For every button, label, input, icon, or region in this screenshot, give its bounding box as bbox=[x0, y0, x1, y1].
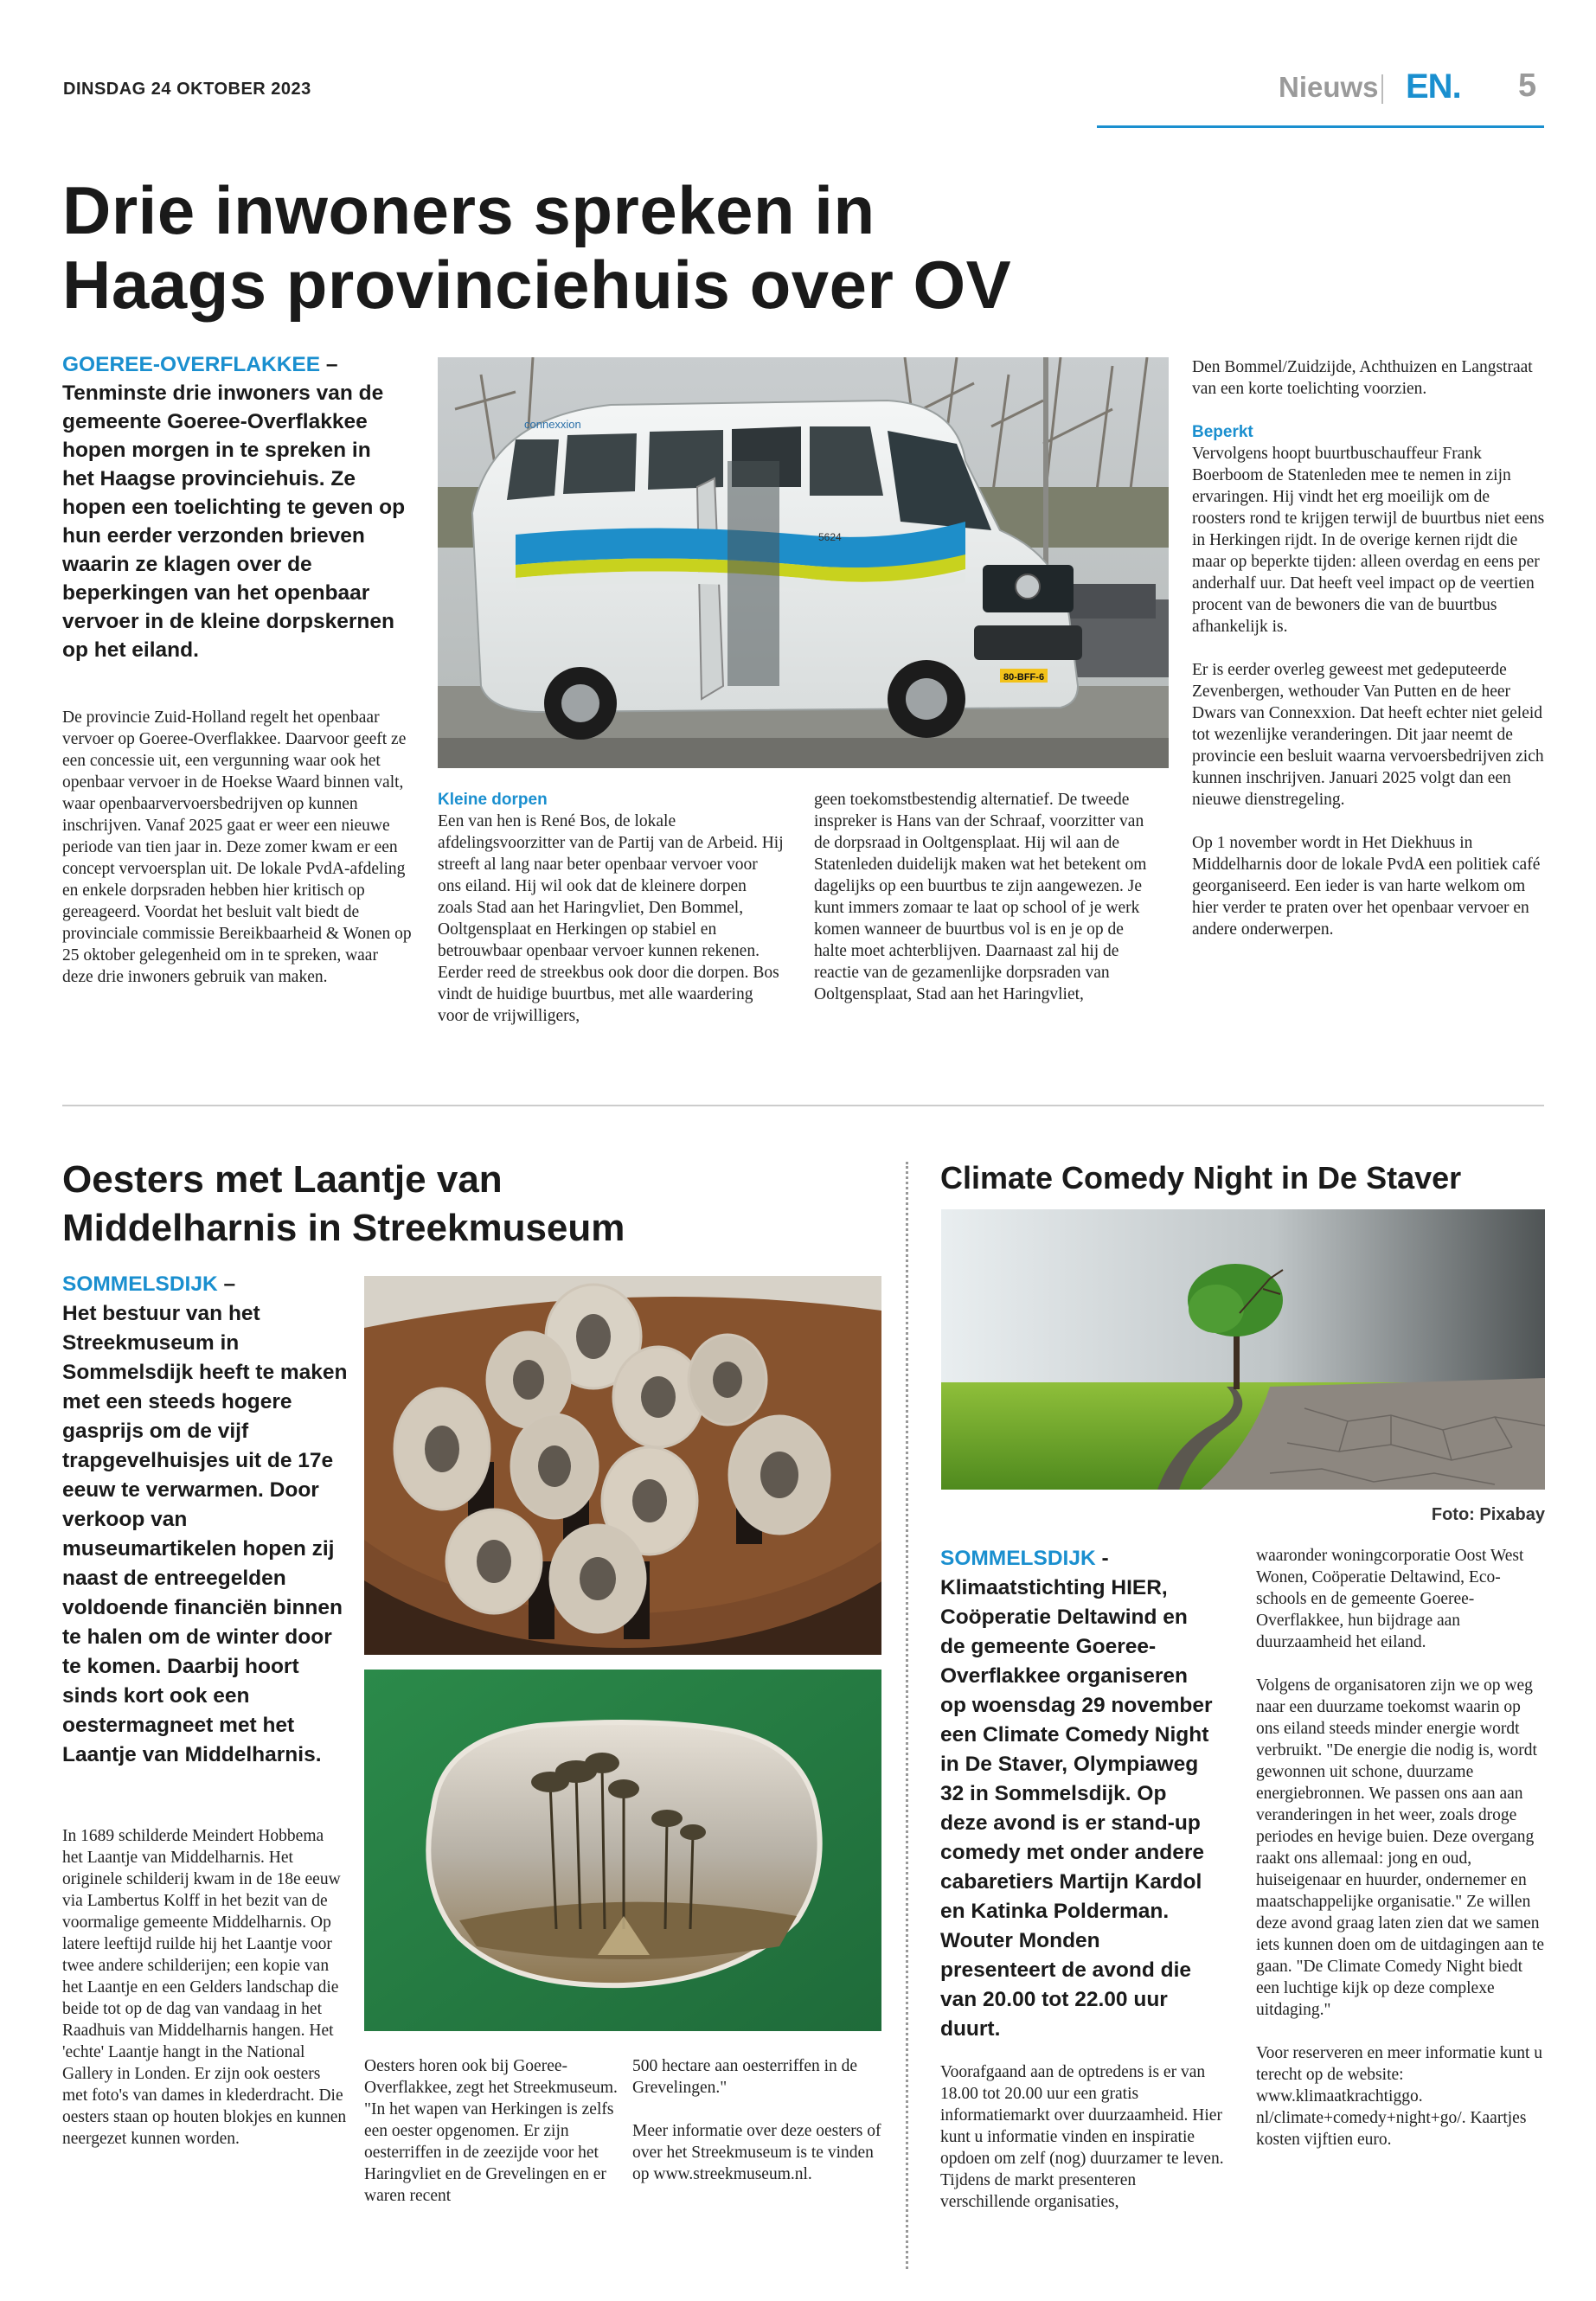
climate-photo bbox=[941, 1209, 1545, 1490]
bus-brand-text: connexxion bbox=[524, 418, 581, 431]
article3-lead: SOMMELSDIJK - Klimaatstichting HIER, Coöperatie Deltawind en de gemeente Goeree-Overflakkee organiseren op woensdag 29 november een Climate Comedy Night in De Staver, Olympiaweg 32 in Sommelsdijk. Op deze avond is er stand-up comedy met onder andere cabaretiers Martijn Kardol en Katinka Polderman. Wouter Monden presenteert de avond die van 20.00 tot 22.00 uur duurt. bbox=[940, 1547, 1213, 2041]
article2-lead: SOMMELSDIJK – Het bestuur van het Streekmuseum in Sommelsdijk heeft te maken met een steeds hogere gasprijs om de vijf trapgevelhuisjes uit de 17e eeuw te verwarmen. Door verkoop van museumartikelen hopen zij naast de entreegelden voldoende financiën binnen te halen om de winter door te komen. Daarbij hoort sinds kort ook een oestermagneet met het Laantje van Middelharnis. bbox=[62, 1272, 348, 1766]
article1-dateline: GOEREE-OVERFLAKKEE bbox=[62, 353, 321, 376]
article1-col4-overleg-text: Er is eerder overleg geweest met gedeputeerde Zevenbergen, wethouder Van Putten en de heer Dwars van Connexxion. Dat heeft echter niet geleid tot wezenlijke veranderingen. Dit jaar neemt de provincie een besluit waarna vervoersbedrijven zich kunnen inschrijven. Januari 2025 volgt dan een nieuwe dienstregeling. bbox=[1192, 661, 1544, 809]
climate-illustration bbox=[941, 1209, 1545, 1490]
bus-illustration bbox=[438, 357, 1169, 768]
article1-headline-line1: Drie inwoners spreken in bbox=[62, 172, 875, 248]
oyster-laantje-illustration bbox=[364, 1670, 881, 2031]
article2-headline bbox=[62, 1156, 841, 1253]
article3-dateline: SOMMELSDIJK bbox=[940, 1547, 1096, 1570]
article2-headline-line1: Oesters met Laantje van bbox=[62, 1158, 503, 1201]
article1-col4 bbox=[1192, 356, 1545, 940]
masthead-divider bbox=[1381, 74, 1383, 104]
article1-col1: De provincie Zuid-Holland regelt het openbaar vervoer op Goeree-Overflakkee. Daarvoor geeft ze een concessie uit, een vergunning waar ook het openbaar vervoer in de Hoekse Waard binnen valt, waar openbaarvervoersbedrijven op kunnen inschrijven. Vanaf 2025 gaat er weer een nieuwe periode van tien jaar in. Deze zomer kwam er een concept vervoersplan uit. De lokale PvdA-afdeling en enkele dorpsraden hebben hier kritisch op gereageerd. Voordat het besluit valt biedt de provinciale commissie Bereikbaarheid & Wonen op 25 oktober gelegenheid om in te spreken, waar deze drie inwoners gebruik van maken. bbox=[62, 708, 412, 986]
oyster-laantje-photo bbox=[364, 1670, 881, 2031]
article3-col2-quote: Volgens de organisatoren zijn we op weg naar een duurzame toekomst waarin op ons eiland steeds minder energie wordt verbruikt. "De energie die nodig is, wordt gewonnen uit schone, duurzame energiebronnen. We passen ons aan aan veranderingen in het weer, zoals droge periodes en hevige buien. Deze overgang raakt ons allemaal: jong en oud, huiseigenaar en huurder, ondernemer en maatschappelijke organisatie." Ze willen deze avond graag laten zien dat we samen iets kunnen doen om de uitdagingen aan te gaan. "De Climate Comedy Night biedt een luchtige kijk op deze complexe uitdaging." bbox=[1256, 1676, 1545, 2019]
article1-headline-line2: Haags provinciehuis over OV bbox=[62, 247, 1012, 323]
section-label: Nieuws bbox=[1279, 71, 1379, 103]
article2-lead-text: Het bestuur van het Streekmuseum in Sommelsdijk heeft te maken met een steeds hogere gasprijs om de vijf trapgevelhuisjes uit de 17e eeuw te verwarmen. Door verkoop van museumartikelen hopen zij naast de entreegelden voldoende financiën binnen te halen om de winter door te komen. Daarbij hoort sinds kort ook een oestermagneet met het Laantje van Middelharnis. bbox=[62, 1302, 348, 1766]
article1-col4-beperkt-text: Vervolgens hoopt buurtbuschauffeur Frank Boerboom de Statenleden mee te nemen in zijn ervaringen. Hij vindt het erg moeilijk om de roosters rond te krijgen terwijl de buurtbus niet eens in Herkingen rijdt. In de overige kernen rijdt die maar op beperkte tijden: alleen overdag en eens per anderhalf uur. Dat heeft veel impact op de veertien procent van de bewoners die van de buurtbus afhankelijk is. bbox=[1192, 445, 1545, 636]
masthead-rule bbox=[1097, 125, 1544, 128]
article2-dateline: SOMMELSDIJK bbox=[62, 1272, 218, 1296]
article3-lead-text: Klimaatstichting HIER, Coöperatie Deltawind en de gemeente Goeree-Overflakkee organiseren op woensdag 29 november een Climate Comedy Night in De Staver, Olympiaweg 32 in Sommelsdijk. Op deze avond is er stand-up comedy met onder andere cabaretiers Martijn Kardol en Katinka Polderman. Wouter Monden presenteert de avond die van 20.00 tot 22.00 uur duurt. bbox=[940, 1576, 1213, 2041]
article1-col2-text: Een van hen is René Bos, de lokale afdelingsvoorzitter van de Partij van de Arbeid. Hij streeft al lang naar beter openbaar vervoer voor ons eiland. Hij wil ook dat de kleinere dorpen zoals Stad aan het Haringvliet, Den Bommel, Ooltgensplaat en Herkingen op stabiel en betrouwbaar openbaar vervoer kunnen rekenen. Eerder reed de streekbus ook door die dorpen. Bos vindt de huidige buurtbus, met alle waardering voor de vrijwilligers, bbox=[438, 812, 784, 1025]
article3-col2-reservation: Voor reserveren en meer informatie kunt u terecht op de website: www.klimaatkrachtiggo. nl/climate+comedy+night+go/. Kaartjes kosten vijftien euro. bbox=[1256, 2044, 1543, 2149]
article3-headline: Climate Comedy Night in De Staver bbox=[940, 1160, 1462, 1195]
article1-col4-politiek-cafe-text: Op 1 november wordt in Het Diekhuus in Middelharnis door de lokale PvdA een politiek café georganiseerd. Een ieder is van harte welkom om hier verder te praten over het openbaar vervoer en andere onderwerpen. bbox=[1192, 834, 1541, 939]
article1-col2 bbox=[438, 789, 784, 1027]
bus-photo bbox=[438, 357, 1169, 768]
article2-col2: Oesters horen ook bij Goeree-Overflakkee, zegt het Streekmuseum. "In het wapen van Herkingen is zelfs een oester opgenomen. Er zijn oesterriffen in de zeezijde voor het Haringvliet en de Grevelingen en er waren recent bbox=[364, 2057, 618, 2205]
issue-date: DINSDAG 24 OKTOBER 2023 bbox=[63, 80, 311, 99]
article1-subhead-beperkt: Beperkt bbox=[1192, 423, 1253, 441]
newspaper-logo: EN. bbox=[1406, 67, 1461, 106]
article2-col3-moreinfo: Meer informatie over deze oesters of over het Streekmuseum is te vinden op www.streekmuseum.nl. bbox=[632, 2122, 881, 2183]
article3-col1: Voorafgaand aan de optredens is er van 18.00 tot 20.00 uur een gratis informatiemarkt over duurzaamheid. Hier kunt u informatie vinden en inspiratie opdoen om zelf (nog) duurzamer te leven. Tijdens de markt presenteren verschillende organisaties, bbox=[940, 2063, 1224, 2211]
bus-license-plate: 80-BFF-6 bbox=[1003, 672, 1045, 683]
article2-headline-line2: Middelharnis in Streekmuseum bbox=[62, 1207, 625, 1249]
article3-col2 bbox=[1256, 1545, 1546, 2150]
photo-credit: Foto: Pixabay bbox=[1431, 1505, 1545, 1524]
article1-col4-intro: Den Bommel/Zuidzijde, Achthuizen en Langstraat van een korte toelichting voorzien. bbox=[1192, 358, 1533, 398]
article1-headline bbox=[62, 173, 1100, 322]
article2-col3 bbox=[632, 2055, 883, 2185]
page-number: 5 bbox=[1518, 67, 1537, 104]
section-divider bbox=[62, 1105, 1544, 1106]
article1-subhead-kleine-dorpen: Kleine dorpen bbox=[438, 791, 548, 809]
article1-lead-text: Tenminste drie inwoners van de gemeente Goeree-Overflakkee hopen morgen in te spreken in het Haagse provinciehuis. Ze hopen een toelichting te geven op hun eerder verzonden brieven waarin ze klagen over de beperkingen van het openbaar vervoer in de kleine dorpskernen op het eiland. bbox=[62, 381, 406, 662]
article1-col3: geen toekomstbestendig alternatief. De tweede inspreker is Hans van der Schraaf, voorzitter van de dorpsraad in Ooltgensplaat. Hij wil aan de Statenleden duidelijk maken wat het betekent om dagelijks op een buurtbus te zijn aangewezen. Je kunt immers zomaar te laat op school of je werk komen wanneer de buurtbus vol is en je op de halte moet achterblijven. Daarnaast zal hij de reactie van de gezamenlijke dorpsraden van Ooltgensplaat, Stad aan het Haringvliet, bbox=[814, 791, 1147, 1003]
article3-col2-intro: waaronder woningcorporatie Oost West Wonen, Coöperatie Deltawind, Eco-schools en de gemeente Goeree-Overflakkee, hun bijdrage aan duurzaamheid het eiland. bbox=[1256, 1547, 1524, 1651]
column-divider bbox=[906, 1162, 908, 2269]
oyster-portraits-photo bbox=[364, 1276, 881, 1655]
oyster-portraits-illustration bbox=[364, 1276, 881, 1655]
bus-fleet-number: 5624 bbox=[818, 531, 842, 543]
article2-col3-text: 500 hectare aan oesterriffen in de Grevelingen." bbox=[632, 2057, 858, 2097]
article1-lead: GOEREE-OVERFLAKKEE – Tenminste drie inwoners van de gemeente Goeree-Overflakkee hopen morgen in te spreken in het Haagse provinciehuis. Ze hopen een toelichting te geven op hun eerder verzonden brieven waarin ze klagen over de beperkingen van het openbaar vervoer in de kleine dorpskernen op het eiland. bbox=[62, 353, 406, 662]
article2-col1: In 1689 schilderde Meindert Hobbema het Laantje van Middelharnis. Het originele schilderij kwam in de 18e eeuw via Lambertus Kolff in het bezit van de voormalige gemeente Middelharnis. Op latere leeftijd ruilde hij het Laantje voor twee andere schilderijen; een kopie van het Laantje en een Gelders landschap die beide tot op de dag van vandaag in het Raadhuis van Middelharnis hangen. Het 'echte' Laantje hangt in the National Gallery in Londen. Er zijn ook oesters met foto's van dames in klederdracht. Die oesters staan op houten blokjes en kunnen neergezet kunnen worden. bbox=[62, 1827, 347, 2148]
